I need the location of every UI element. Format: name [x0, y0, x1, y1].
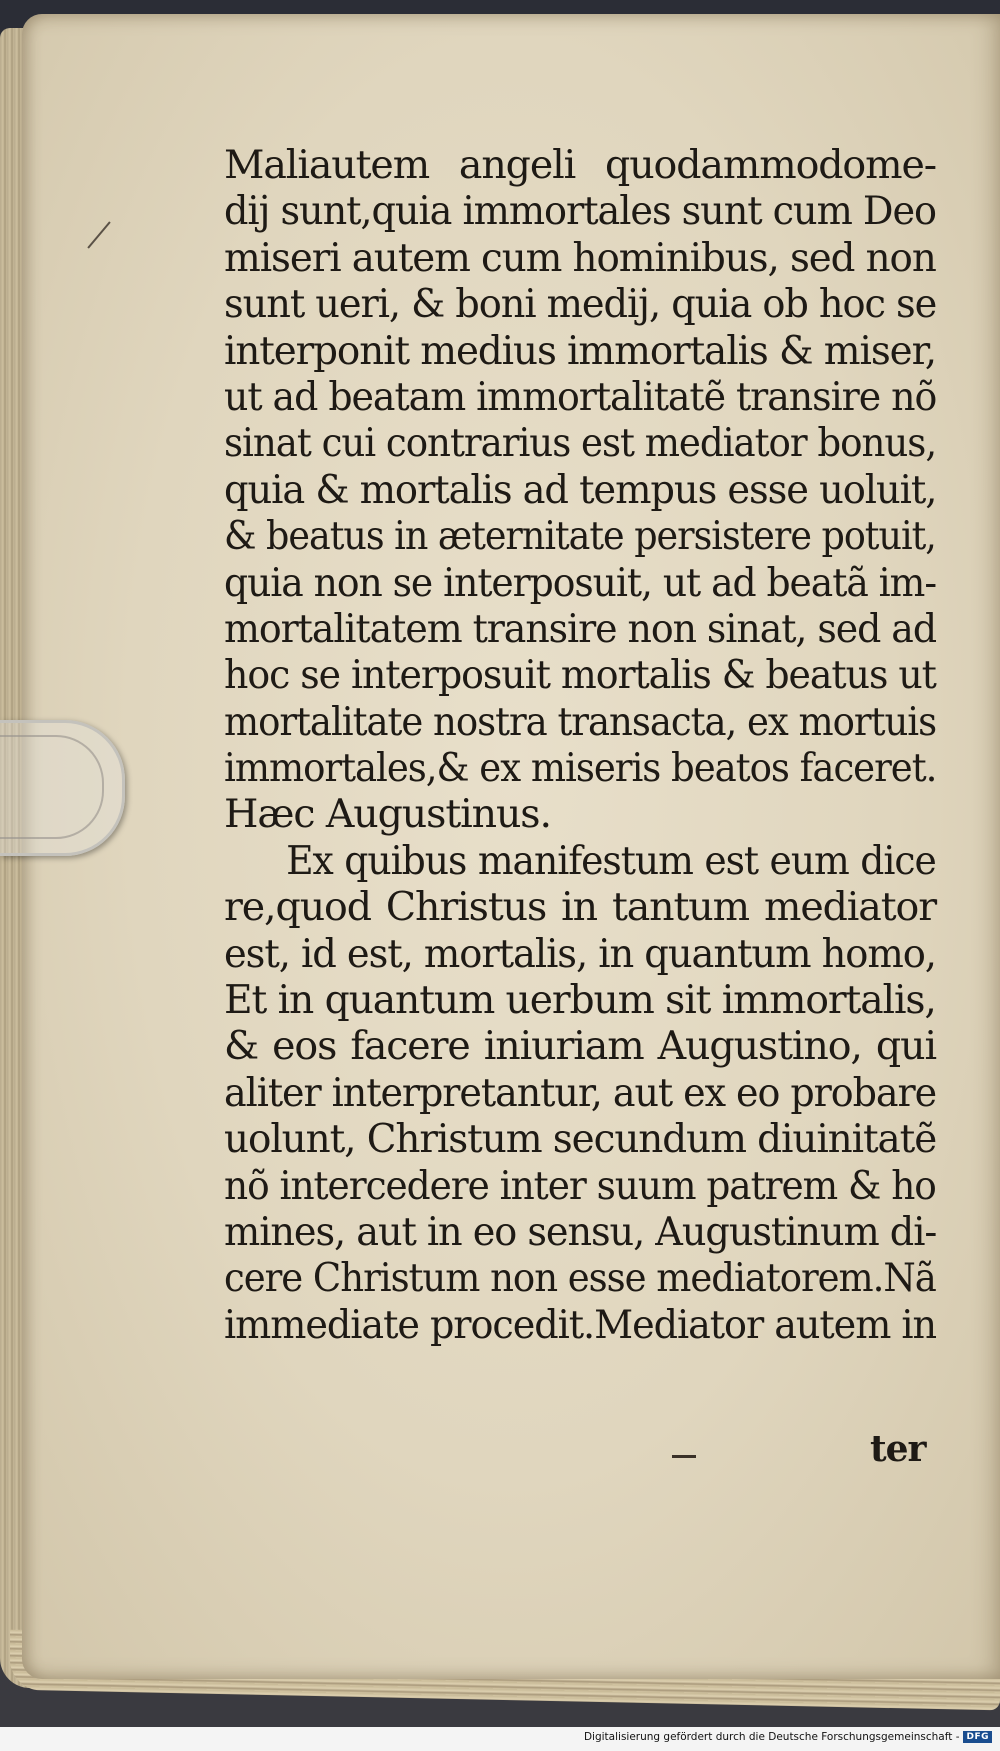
text-line: cere Christum non esse mediatorem.Nã [224, 1255, 936, 1302]
text-line: est, id est, mortalis, in quantum homo, [224, 930, 936, 977]
text-line: mortalitate nostra transacta, ex mortuis [224, 698, 937, 745]
text-line: mortalitatem transire non sinat, sed ad [224, 605, 937, 652]
text-line: sinat cui contrarius est mediator bonus, [224, 420, 937, 467]
text-line: Hæc Augustinus. [224, 791, 551, 838]
text-line: & eos facere iniuriam Augustino, qui [224, 1023, 936, 1070]
text-line: uolunt, Christum secundum diuinitatẽ [224, 1116, 937, 1163]
text-line: quia & mortalis ad tempus esse uoluit, [224, 466, 937, 513]
page-text [224, 142, 936, 1348]
text-line: mines, aut in eo sensu, Augustinum di- [224, 1208, 937, 1255]
text-line: aliter interpretantur, aut ex eo probare [224, 1069, 937, 1116]
text-line: quia non se interposuit, ut ad beatã im- [224, 559, 937, 606]
text-line: re,quod Christus in tantum mediator [224, 884, 936, 931]
text-line: ut ad beatam immortalitatẽ transire nõ [224, 373, 937, 420]
text-line: immortales,& ex miseris beatos faceret. [224, 745, 937, 792]
dfg-logo: DFG [963, 1731, 992, 1743]
text-line: immediate procedit.Mediator autem in [224, 1301, 937, 1348]
credit-text: Digitalisierung gefördert durch die Deutsche Forschungsgemeinschaft - [583, 1731, 960, 1743]
text-line: miseri autem cum hominibus, sed non [224, 234, 936, 281]
ink-dash-mark [672, 1455, 696, 1458]
text-line: sunt ueri, & boni medij, quia ob hoc se [224, 281, 937, 328]
digitization-credit [584, 1731, 992, 1743]
text-line: & beatus in æternitate persistere potuit, [224, 513, 936, 560]
text-line: Et in quantum uerbum sit immortalis, [224, 977, 936, 1024]
text-line: Maliautem angeli quodammodome- [224, 142, 936, 188]
text-line: nõ intercedere inter suum patrem & ho [224, 1162, 936, 1209]
text-line: hoc se interposuit mortalis & beatus ut [224, 652, 936, 699]
page-clip-inner [0, 735, 104, 839]
text-line: interponit medius immortalis & miser, [224, 327, 937, 374]
text-line: Ex quibus manifestum est eum dice [286, 837, 936, 884]
text-line: dij sunt,quia immortales sunt cum Deo [224, 188, 936, 235]
catchword: ter [870, 1428, 926, 1470]
